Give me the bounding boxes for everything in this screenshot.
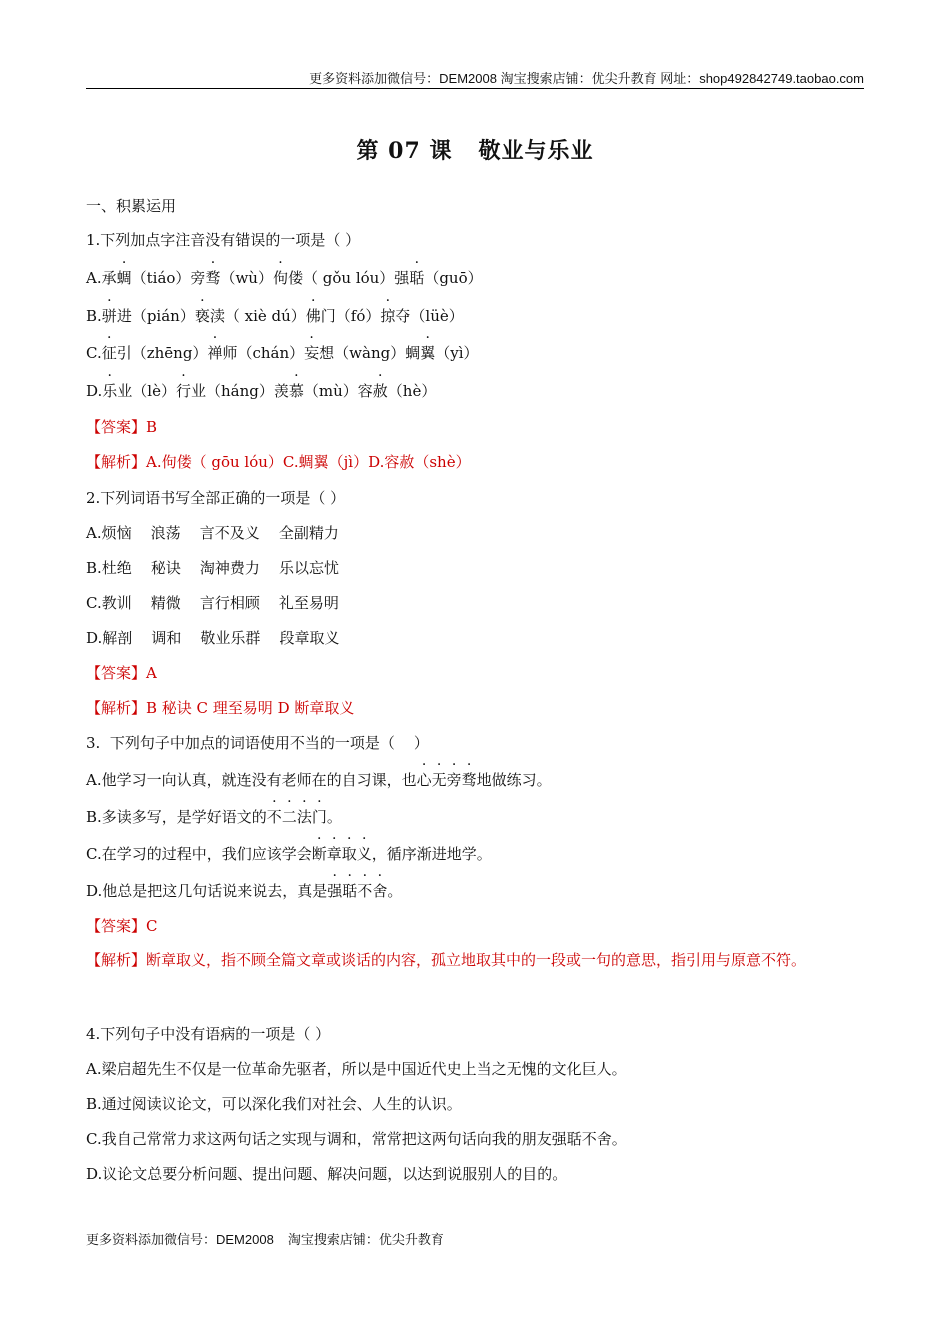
footer-wechat: 更多资料添加微信号：DEM2008 xyxy=(86,1232,274,1247)
footer-shop: 淘宝搜索店铺：优尖升教育 xyxy=(287,1232,444,1247)
q4-option-b: B.通过阅读议论文，可以深化我们对社会、人生的认识。 xyxy=(86,1095,462,1113)
q4-option-d: D.议论文总要分析问题、提出问题、解决问题，以达到说服别人的目的。 xyxy=(86,1165,568,1183)
q1-stem: 1.下列加点字注音没有错误的一项是（ ） xyxy=(86,231,361,249)
q2-option-c: C.教训 精微 言行相顾 礼至易明 xyxy=(86,594,339,612)
dotted-phrase: 强聒不舍 xyxy=(327,882,388,900)
q2-option-d: D.解剖 调和 敬业乐群 段章取义 xyxy=(86,629,340,647)
q2-answer: 【答案】A xyxy=(86,664,157,682)
dotted-phrase: 不二法门 xyxy=(266,808,327,826)
q1-answer: 【答案】B xyxy=(86,418,158,436)
q1-option-b: B.骈进（pián）亵渎（ xiè dú）佛门（fó）掠夺（lüè） xyxy=(86,307,464,325)
q1-option-c: C.征引（zhēng）禅师（chán）妄想（wàng）蜩翼（yì） xyxy=(86,344,479,362)
page-header: 更多资料添加微信号：DEM2008 淘宝搜索店铺：优尖升教育 网址：shop492842749.taobao.com xyxy=(309,71,864,86)
lesson-number: 第 07 课 xyxy=(356,138,453,164)
dotted-phrase: 断章取义 xyxy=(311,845,372,863)
q3-stem: 3. 下列句子中加点的词语使用不当的一项是（ ） xyxy=(86,734,429,752)
q1-analysis: 【解析】A.佝偻（ gōu lóu）C.蜩翼（jì）D.容赦（shè） xyxy=(86,453,471,471)
q2-analysis: 【解析】B 秘诀 C 理至易明 D 断章取义 xyxy=(86,699,355,717)
q1-option-d: D.乐业（lè）行业（háng）羡慕（mù）容赦（hè） xyxy=(86,382,437,400)
q4-stem: 4.下列句子中没有语病的一项是（ ） xyxy=(86,1025,331,1043)
q1-option-a: A.承蜩（tiáo）旁骛（wù）佝偻（ gǒu lóu）强聒（guō） xyxy=(86,269,483,287)
lesson-name: 敬业与乐业 xyxy=(478,138,594,164)
q2-option-a: A.烦恼 浪荡 言不及义 全副精力 xyxy=(86,524,339,542)
page-footer xyxy=(86,1229,444,1248)
q4-option-a: A.梁启超先生不仅是一位革命先驱者，所以是中国近代史上当之无愧的文化巨人。 xyxy=(86,1060,627,1078)
section-heading: 一、积累运用 xyxy=(86,197,177,215)
q3-answer: 【答案】C xyxy=(86,917,158,935)
q3-option-c: C.在学习的过程中，我们应该学会断章取义，循序渐进地学。 xyxy=(86,845,492,863)
q3-option-b: B.多读多写，是学好语文的不二法门。 xyxy=(86,808,342,826)
q3-option-d: D.他总是把这几句话说来说去，真是强聒不舍。 xyxy=(86,882,403,900)
q3-analysis: 【解析】断章取义，指不顾全篇文章或谈话的内容，孤立地取其中的一段或一句的意思，指引用与原意不符。 xyxy=(86,951,807,969)
header-divider xyxy=(86,88,864,89)
q2-option-b: B.杜绝 秘诀 淘神费力 乐以忘忧 xyxy=(86,559,340,577)
q2-stem: 2.下列词语书写全部正确的一项是（ ） xyxy=(86,489,346,507)
q4-option-c: C.我自己常常力求这两句话之实现与调和，常常把这两句话向我的朋友强聒不舍。 xyxy=(86,1130,627,1148)
page-title xyxy=(0,134,950,165)
q3-option-a: A.他学习一向认真，就连没有老师在的自习课，也心无旁骛地做练习。 xyxy=(86,771,552,789)
dotted-phrase: 心无旁骛 xyxy=(416,771,477,789)
